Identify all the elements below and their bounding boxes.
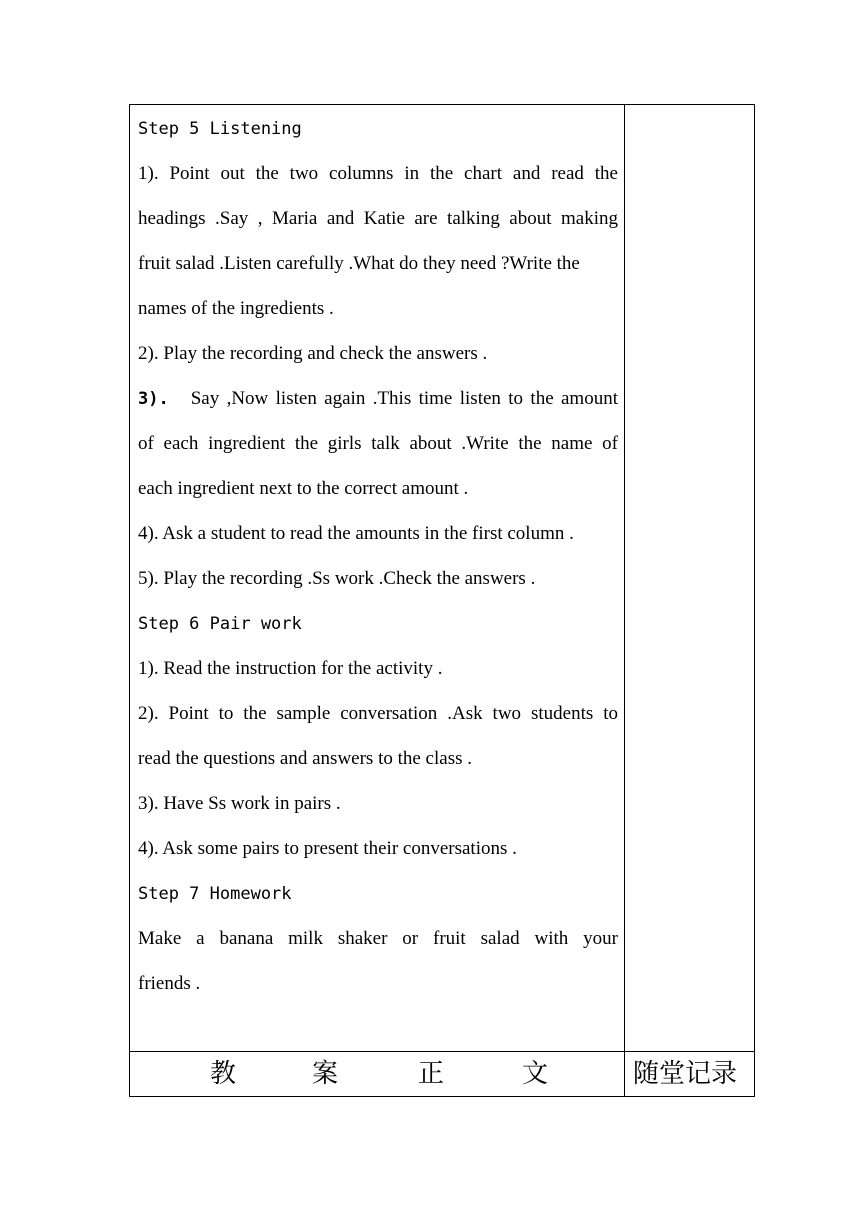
header-char-2: 案 <box>312 1059 339 1089</box>
step6-item1: 1). Read the instruction for the activity . <box>138 658 443 679</box>
step5-item4: 4). Ask a student to read the amounts in the first column . <box>138 523 574 544</box>
step6-item3: 3). Have Ss work in pairs . <box>138 793 341 814</box>
lesson-text-header <box>130 1052 625 1096</box>
lesson-plan-table <box>129 104 755 1097</box>
step6-item2-line2: read the questions and answers to the class . <box>138 748 472 769</box>
step7-heading: Step 7 Homework <box>138 884 292 904</box>
step5-item3-line3: each ingredient next to the correct amount . <box>138 478 469 499</box>
notes-label: 随堂记录 <box>633 1059 738 1089</box>
step5-item1-line2: headings .Say , Maria and Katie are talking about making <box>138 208 618 229</box>
step5-heading: Step 5 Listening <box>138 119 302 139</box>
step5-item1-line3: fruit salad .Listen carefully .What do they need ?Write the <box>138 253 580 274</box>
header-char-4: 文 <box>522 1059 549 1089</box>
step5-item3-line2: of each ingredient the girls talk about .Write the name of <box>138 433 618 454</box>
step5-item3-line1 <box>138 387 618 411</box>
step5-item2: 2). Play the recording and check the answers . <box>138 343 488 364</box>
step5-item1-line4: names of the ingredients . <box>138 298 334 319</box>
table-footer-row <box>130 1051 754 1096</box>
step6-item2-line1: 2). Point to the sample conversation .Ask two students to <box>138 703 618 724</box>
step7-text-line1: Make a banana milk shaker or fruit salad with your <box>138 928 618 949</box>
step7-text-line2: friends . <box>138 973 201 994</box>
lesson-content-cell <box>130 105 625 1052</box>
notes-cell <box>625 105 754 1052</box>
header-char-3: 正 <box>418 1059 445 1089</box>
step6-heading: Step 6 Pair work <box>138 614 302 634</box>
header-char-1: 教 <box>210 1059 237 1089</box>
step6-item4: 4). Ask some pairs to present their conversations . <box>138 838 517 859</box>
step5-item1-line1: 1). Point out the two columns in the chart and read the <box>138 163 618 184</box>
step5-item3-number: 3). <box>138 389 169 409</box>
notes-header <box>625 1052 754 1096</box>
step5-item5: 5). Play the recording .Ss work .Check the answers . <box>138 568 536 589</box>
step5-item3-text: Say ,Now listen again .This time listen to the amount <box>190 388 618 409</box>
